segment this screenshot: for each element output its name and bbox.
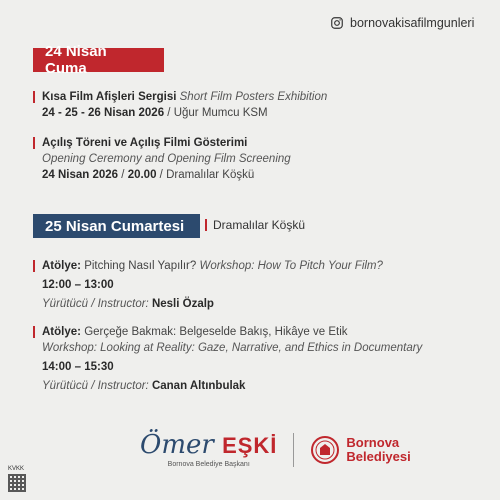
footer-divider (293, 433, 294, 467)
day2-banner (33, 214, 200, 238)
workshop2-time: 14:00 – 15:30 (42, 361, 114, 373)
day1-banner (33, 43, 164, 77)
workshop1 (33, 258, 383, 312)
event-marker (33, 91, 35, 103)
workshop2-label: Atölye: (42, 326, 81, 338)
signature-last: EŞKİ (222, 433, 278, 458)
day1-event1 (33, 89, 327, 121)
workshop2-title-tr: Gerçeğe Bakmak: Belgeselde Bakış, Hikâye ve Etik (84, 326, 348, 338)
event-marker (33, 137, 35, 149)
instagram-icon (330, 16, 344, 30)
instagram-handle-text: bornovakisafilmgunleri (350, 16, 475, 30)
event2-time: 20.00 (127, 169, 157, 181)
municipality-emblem-icon (310, 435, 340, 465)
sep: / (156, 169, 167, 181)
workshop2-instructor: Canan Altınbulak (151, 380, 246, 392)
event2-date: 24 Nisan 2026 (42, 169, 119, 181)
workshop2 (33, 324, 422, 394)
municipality-line2: Belediyesi (346, 449, 411, 464)
day2-venue (205, 218, 305, 232)
day1-title: 24 Nisan Cuma (45, 43, 107, 77)
event-marker (33, 326, 35, 338)
mayor-signature (140, 432, 277, 468)
event1-title-tr: Kısa Film Afişleri Sergisi (42, 91, 177, 103)
workshop1-instructor-label: Yürütücü / Instructor: (42, 298, 149, 310)
day1-event2 (33, 135, 291, 183)
qr-code-icon[interactable] (8, 474, 26, 492)
day2-venue-text: Dramalılar Köşkü (213, 218, 306, 232)
signature-subtitle: Bornova Belediye Başkanı (167, 461, 250, 468)
municipality-line1: Bornova (346, 435, 400, 450)
event1-venue: Uğur Mumcu KSM (173, 107, 268, 119)
event2-title-en: Opening Ceremony and Opening Film Screening (42, 153, 291, 165)
signature-first: Ömer (140, 430, 214, 460)
event-marker (33, 260, 35, 272)
workshop2-instructor-label: Yürütücü / Instructor: (42, 380, 149, 392)
municipality-logo (310, 435, 410, 465)
kvkk-label: KVKK (8, 466, 25, 472)
workshop1-instructor: Nesli Özalp (151, 298, 214, 310)
event2-venue: Dramalılar Köşkü (166, 169, 255, 181)
workshop1-label: Atölye: (42, 260, 81, 272)
day2-title: 25 Nisan Cumartesi (45, 217, 185, 235)
sep: / (118, 169, 128, 181)
workshop2-title-en: Workshop: Looking at Reality: Gaze, Narrative, and Ethics in Documentary (42, 342, 423, 354)
instagram-handle[interactable] (330, 16, 474, 30)
venue-marker (205, 219, 207, 231)
event1-title-en: Short Film Posters Exhibition (179, 91, 328, 103)
event1-dates: 24 - 25 - 26 Nisan 2026 (42, 107, 165, 119)
workshop1-title-tr: Pitching Nasıl Yapılır? (84, 260, 197, 272)
workshop1-time: 12:00 – 13:00 (42, 279, 114, 291)
footer (140, 432, 411, 468)
event2-title-tr: Açılış Töreni ve Açılış Filmi Gösterimi (42, 137, 248, 149)
workshop1-title-en: Workshop: How To Pitch Your Film? (199, 260, 383, 272)
sep: / (164, 107, 174, 119)
